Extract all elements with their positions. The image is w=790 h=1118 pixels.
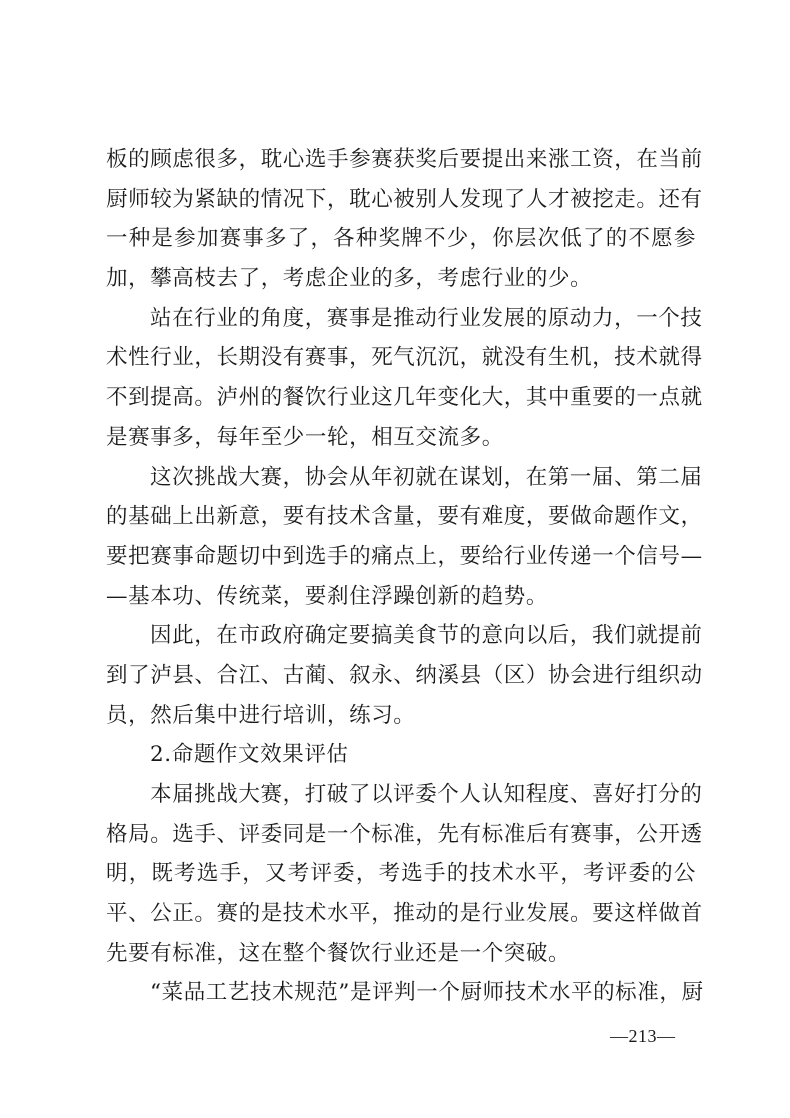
text-line: 一种是参加赛事多了，各种奖牌不少，你层次低了的不愿参 [106, 226, 696, 252]
paragraph-industry-perspective [106, 299, 703, 458]
text-line: 是赛事多，每年至少一轮，相互交流多。 [106, 424, 504, 450]
text-line: 因此，在市政府确定要搞美食节的意向以后，我们就提前 [150, 623, 703, 649]
text-line: 的基础上出新意，要有技术含量，要有难度，要做命题作文， [106, 504, 703, 530]
section-heading [106, 735, 696, 775]
page-number: —213— [610, 1026, 676, 1046]
text-line: 明，既考选手，又考评委，考选手的技术水平，考评委的公 [106, 861, 696, 887]
text-line: 厨师较为紧缺的情况下，耽心被别人发现了人才被挖走。还有 [106, 186, 703, 212]
paragraph-technical-standard [106, 973, 704, 1013]
text-line: “菜品工艺技术规范”是评判一个厨师技术水平的标准，厨 [150, 980, 704, 1006]
text-line: 术性行业，长期没有赛事，死气沉沉，就没有生机，技术就得 [106, 345, 703, 371]
text-line: 站在行业的角度，赛事是推动行业发展的原动力，一个技 [150, 305, 703, 331]
paragraph-evaluation [106, 775, 703, 973]
text-line: 本届挑战大赛，打破了以评委个人认知程度、喜好打分的 [150, 782, 703, 807]
document-body [106, 140, 704, 1013]
section-heading-text: 2.命题作文效果评估 [150, 742, 349, 768]
paragraph-continuation [106, 140, 703, 299]
text-line: 到了泸县、合江、古蔺、叙永、纳溪县（区）协会进行组织动 [106, 662, 703, 688]
text-line: 要把赛事命题切中到选手的痛点上，要给行业传递一个信号— [106, 543, 703, 569]
text-line: 板的顾虑很多，耽心选手参赛获奖后要提出来涨工资，在当前 [106, 147, 703, 172]
text-line: 不到提高。泸州的餐饮行业这几年变化大，其中重要的一点就 [106, 385, 703, 411]
text-line: 这次挑战大赛，协会从年初就在谋划，在第一届、第二届 [150, 464, 703, 490]
text-line: 先要有标准，这在整个餐饮行业还是一个突破。 [106, 940, 571, 966]
text-line: 加，攀高枝去了，考虑企业的多，考虑行业的少。 [106, 266, 593, 292]
paragraph-challenge-competition [106, 458, 703, 617]
paragraph-preparation [106, 616, 703, 735]
text-line: —基本功、传统菜，要刹住浮躁创新的趋势。 [106, 583, 549, 609]
text-line: 员，然后集中进行培训，练习。 [106, 702, 416, 728]
text-line: 格局。选手、评委同是一个标准，先有标准后有赛事，公开透 [106, 821, 703, 847]
text-line: 平、公正。赛的是技术水平，推动的是行业发展。要这样做首 [106, 901, 703, 927]
